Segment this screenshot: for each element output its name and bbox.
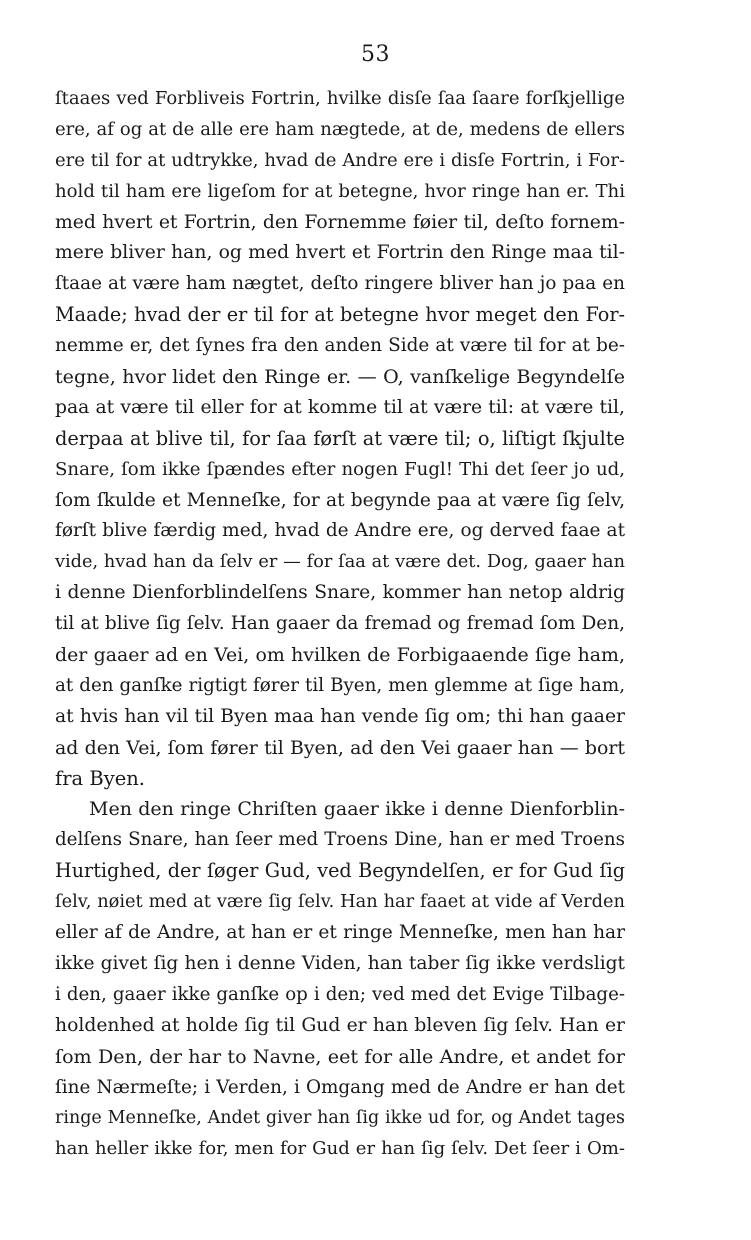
text-line: delſens Snare, han ſeer med Troens Dine, han er med Troens [55, 829, 625, 851]
text-line: vide, hvad han da ſelv er — for ſaa at være det. Dog, gaaer han [55, 552, 625, 573]
text-line: ſelv, nøiet med at være ſig ſelv. Han har faaet at vide af Verden [55, 891, 625, 913]
text-line: mere bliver han, og med hvert et Fortrin den Ringe maa til- [55, 242, 625, 264]
text-line: at hvis han vil til Byen maa han vende ſig om; thi han gaaer [55, 705, 625, 727]
text-line: holdenhed at holde ſig til Gud er han bleven ſig ſelv. Han er [55, 1014, 625, 1036]
text-line: ere til for at udtrykke, hvad de Andre ere i disſe Fortrin, i For- [55, 149, 625, 171]
text-line: med hvert et Fortrin, den Fornemme føier til, deſto fornem- [55, 211, 625, 233]
text-line: ſtaaes ved Forbliveis Fortrin, hvilke disſe ſaa ſaare forſkjellige [55, 88, 625, 109]
text-line: hold til ham ere ligeſom for at betegne, hvor ringe han er. Thi [55, 180, 625, 202]
text-line: ikke givet ſig hen i denne Viden, han taber ſig ikke verdsligt [55, 952, 625, 974]
paragraph-start-line: Men den ringe Chriſten gaaer ikke i denne Dienforblin- [89, 798, 625, 821]
text-line: ere, af og at de alle ere ham nægtede, at de, medens de ellers [55, 118, 625, 140]
text-line: ad den Vei, ſom fører til Byen, ad den Vei gaaer han — bort [55, 736, 625, 759]
text-line: førſt blive færdig med, hvad de Andre ere, og derved faae at [55, 520, 625, 542]
text-line: han heller ikke for, men for Gud er han ſig ſelv. Det ſeer i Om- [55, 1138, 625, 1160]
body-text [55, 84, 625, 1165]
text-line: ſom ſkulde et Menneſke, for at begynde paa at være ſig ſelv, [55, 489, 625, 511]
text-line: ſine Nærmeſte; i Verden, i Omgang med de Andre er han det [55, 1076, 625, 1098]
text-line: Snare, ſom ikke ſpændes efter nogen Fugl! Thi det ſeer jo ud, [55, 458, 625, 480]
text-line: nemme er, det ſynes fra den anden Side at være til for at be- [55, 335, 625, 357]
text-line: i den, gaaer ikke ganſke op i den; ved med det Evige Tilbage- [55, 983, 625, 1005]
text-line: i denne Dienforblindelſens Snare, kommer han netop aldrig [55, 582, 625, 604]
text-line: eller af de Andre, at han er et ringe Menneſke, men han har [55, 922, 625, 944]
text-line: der gaaer ad en Vei, om hvilken de Forbigaaende ſige ham, [55, 644, 625, 667]
paragraph-end-line: fra Byen. [55, 766, 146, 790]
text-line: ſom Den, der har to Navne, eet for alle Andre, et andet for [55, 1044, 625, 1068]
text-line: til at blive ſig ſelv. Han gaaer da fremad og fremad ſom Den, [55, 613, 625, 635]
text-line: Maade; hvad der er til for at betegne hvor meget den For- [55, 303, 625, 327]
text-line: ſtaae at være ham nægtet, deſto ringere bliver han jo paa en [55, 273, 625, 295]
text-line: at den ganſke rigtigt fører til Byen, men glemme at ſige ham, [55, 674, 625, 696]
text-line: Hurtighed, der ſøger Gud, ved Begyndelſen, er for Gud ſig [55, 859, 625, 883]
text-line: paa at være til eller for at komme til at være til: at være til, [55, 396, 625, 418]
text-line: ringe Menneſke, Andet giver han ſig ikke ud for, og Andet tages [55, 1108, 625, 1129]
text-line: derpaa at blive til, for ſaa førſt at være til; o, liſtigt ſkjulte [55, 426, 625, 450]
page-number: 53 [361, 42, 390, 67]
text-line: tegne, hvor lidet den Ringe er. — O, vanſkelige Begyndelſe [55, 366, 625, 389]
